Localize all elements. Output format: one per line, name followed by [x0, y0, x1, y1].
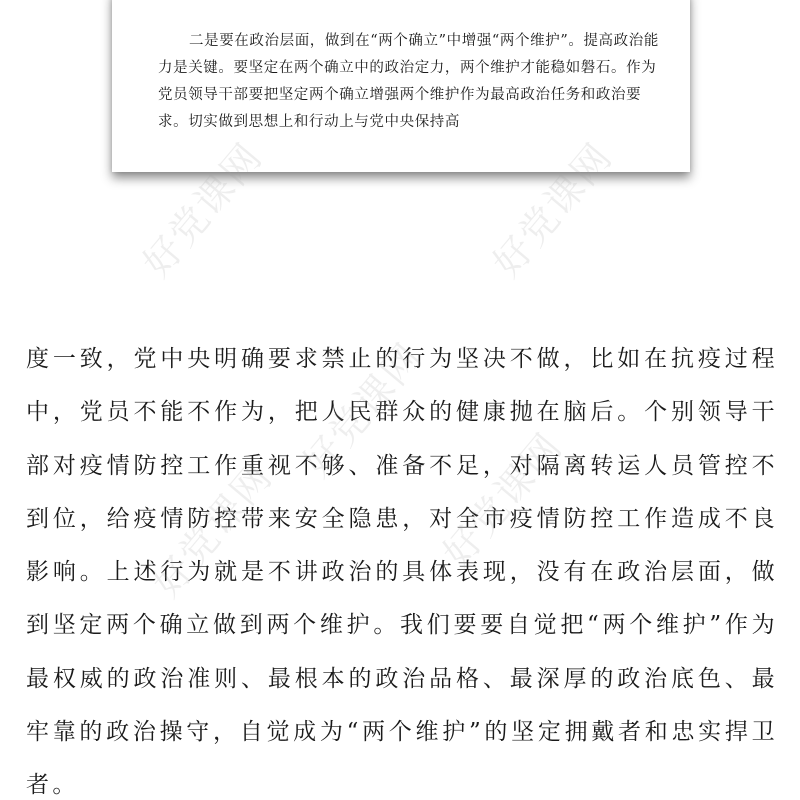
watermark-text: 好党课网 — [294, 334, 431, 486]
watermark-text: 好党课网 — [434, 424, 571, 576]
watermark-text: 好党课网 — [144, 454, 281, 606]
body-paragraph: 度一致，党中央明确要求禁止的行为坚决不做，比如在抗疫过程中，党员不能不作为，把人民群众的健康抛在脑后。个别领导干部对疫情防控工作重视不够、准备不足，对隔离转运人员管控不到位，给疫情防控带来安全隐患，对全市疫情防控工作造成不良影响。上述行为就是不讲政治的具体表现，没有在政治层面，做到坚定两个确立做到两个维护。我们要要自觉把“两个维护”作为最权威的政治准则、最根本的政治品格、最深厚的政治底色、最牢靠的政治操守，自觉成为“两个维护”的坚定拥戴者和忠实捍卫者。 — [26, 346, 778, 799]
quoted-document-card — [112, 0, 690, 172]
watermark-text: 好党课网 — [134, 134, 271, 286]
watermark-text: 好党课网 — [484, 134, 621, 286]
card-paragraph: 二是要在政治层面，做到在“两个确立”中增强“两个维护”。提高政治能力是关键。要坚定在两个确立中的政治定力，两个维护才能稳如磐石。作为党员领导干部要把坚定两个确立增强两个维护作为最高政治任务和政治要求。切实做到思想上和行动上与党中央保持高 — [158, 33, 659, 130]
